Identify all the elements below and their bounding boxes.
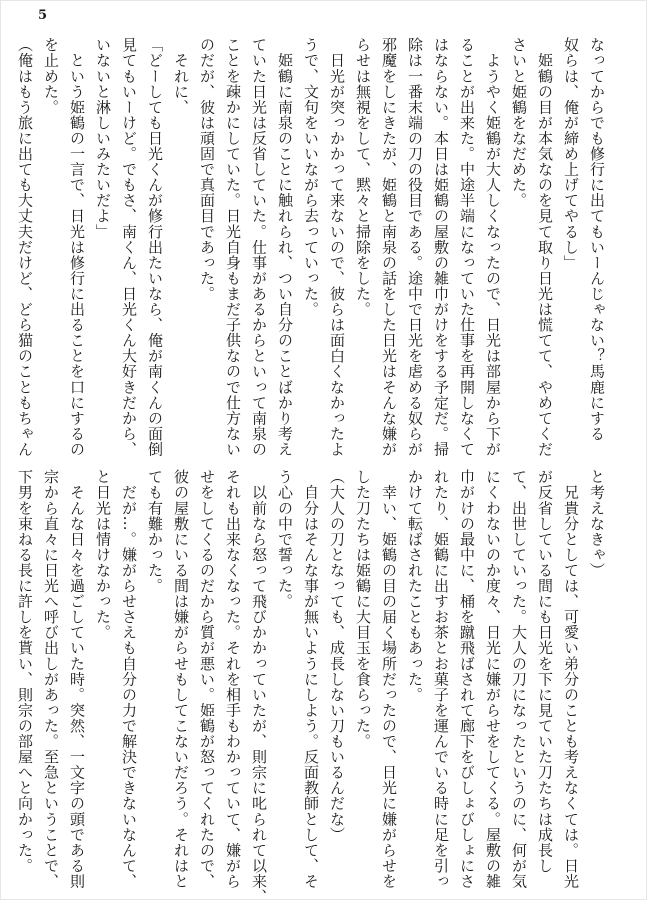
text-line: て、出世していった。大人の刀になったというのに、何が気: [510, 469, 528, 889]
top-text-block: [16, 37, 610, 457]
text-line: （俺はもう旅に出ても大丈夫だけど、どら猫のこともちゃん: [16, 37, 34, 457]
text-line: という姫鶴の一言で、日光は修行に出ることを口にするの: [68, 37, 86, 457]
text-line: なってからでも修行に出てもいーんじゃない？馬鹿にする: [588, 37, 606, 442]
text-line: 兄貴分としては、可愛い弟分のことも考えなくては。日光: [562, 469, 580, 889]
text-line: ることが出来た。中途半端になっていた仕事を再開しなくて: [458, 37, 476, 457]
text-line: それも出来なくなった。それを相手もわかっていて、嫌がら: [224, 469, 242, 889]
text-line: う心の中で誓った。: [276, 469, 294, 609]
text-line: 幸い、姫鶴の目の届く場所だったので、日光に嫌がらせを: [380, 469, 398, 889]
text-line: それに、: [172, 37, 190, 115]
text-line: 邪魔をしにきたが、姫鶴と南泉の話をした日光はそんな嫌が: [380, 37, 398, 457]
text-line: 宗から直々に日光へ呼び出しがあった。至急ということで、: [42, 469, 60, 889]
text-line: 見てもいーけど。でもさ、南くん、日光くん大好きだから、: [120, 37, 138, 457]
text-line: 「どーしても日光くんが修行出たいなら、俺が南くんの面倒: [146, 37, 164, 457]
text-line: だが…。嫌がらせさえも自分の力で解決できないなんて、: [120, 469, 138, 889]
text-line: 彼の屋敷にいる間は嫌がらせもしてこないだろう。それはと: [172, 469, 190, 889]
text-line: ていた日光は反省していた。仕事があるからといって南泉の: [250, 37, 268, 457]
text-line: れたり、姫鶴に出すお茶とお菓子を運んでいる時に足を引っ: [432, 469, 450, 889]
text-line: せをしてくるのだから質が悪い。姫鶴が怒ってくれたので、: [198, 469, 216, 889]
text-line: 奴らは、俺が締め上げてやるし」: [562, 37, 580, 271]
text-line: かけて転ばされたこともあった。: [406, 469, 424, 703]
text-line: ことを疎かにしていた。日光自身もまだ子供なので仕方ない: [224, 37, 242, 457]
text-line: ても有難かった。: [146, 469, 164, 594]
text-line: さいと姫鶴をなだめた。: [510, 37, 528, 209]
text-line: が反省している間にも日光を下に見ていた刀たちは成長し: [536, 469, 554, 874]
text-line: した刀たちは姫鶴に大目玉を食らった。: [354, 469, 372, 749]
text-line: （大人の刀となっても、成長しない刀もいるんだな）: [328, 469, 346, 843]
text-line: と日光は情けなかった。: [94, 469, 112, 641]
page-number: 5: [38, 8, 48, 23]
text-line: 下男を束ねる長に許しを貰い、則宗の部屋へと向かった。: [16, 469, 34, 874]
text-line: うで、文句をいいながら去っていった。: [302, 37, 320, 317]
text-line: のだが、彼は頑固で真面目であった。: [198, 37, 216, 302]
text-line: ようやく姫鶴が大人しくなったので、日光は部屋から下が: [484, 37, 502, 457]
text-line: 自分はそんな事が無いようにしよう。反面教師として、そ: [302, 469, 320, 889]
text-line: らせは無視をして、黙々と掃除をした。: [354, 37, 372, 317]
text-line: と考えなきゃ）: [588, 469, 606, 578]
text-line: 姫鶴の目が本気なのを見て取り日光は慌てて、やめてくだ: [536, 37, 554, 457]
text-line: いないと淋しいみたいだよ」: [94, 37, 112, 240]
text-line: 日光が突っかかって来ないので、彼らは面白くなかったよ: [328, 37, 346, 457]
text-line: 姫鶴に南泉のことに触れられ、つい自分のことばかり考え: [276, 37, 294, 457]
bottom-text-block: [16, 469, 610, 904]
text-line: を止めた。: [42, 37, 60, 115]
text-line: にくわないのか度々、日光に嫌がらせをしてくる。屋敷の雑: [484, 469, 502, 889]
text-line: 除は一番末端の刀の役目である。途中で日光を虐める奴らが: [406, 37, 424, 457]
text-line: そんな日々を過ごしていた時。突然、一文字の頭である則: [68, 469, 86, 889]
text-line: はならない。本日は姫鶴の屋敷の雑巾がけをする予定だ。掃: [432, 37, 450, 457]
text-line: 以前なら怒って飛びかかっていたが、則宗に叱られて以来、: [250, 469, 268, 904]
text-line: 巾がけの最中に、桶を蹴飛ばされて廊下をびしょびしょにさ: [458, 469, 476, 889]
